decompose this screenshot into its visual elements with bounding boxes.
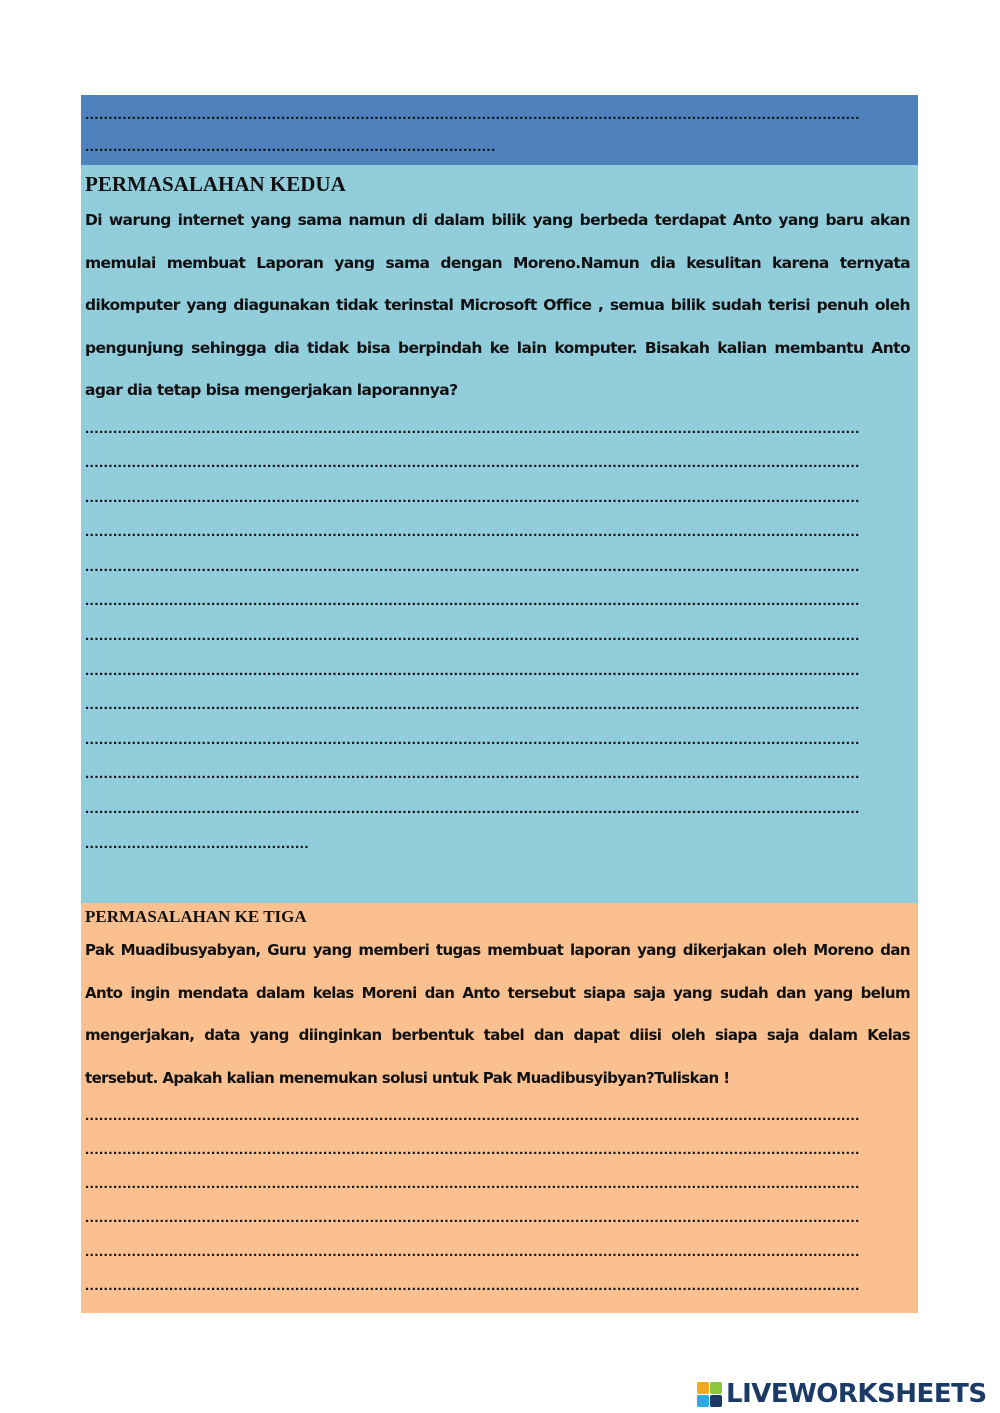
problem-two-answer-lines [85,412,910,862]
answer-line[interactable]: ...................................................................................................................................................................... [85,730,860,748]
problem-two-section [81,165,918,903]
answer-line[interactable]: ...................................................................................................................................................................... [85,696,860,714]
problem-three-text: Pak Muadibusyabyan, Guru yang memberi tugas membuat laporan yang dikerjakan oleh Moreno dan Anto ingin mendata dalam kelas Moreni dan Anto tersebut siapa saja yang sudah dan yang belum mengerjakan, data yang diinginkan berbentuk tabel dan dapat diisi oleh siapa saja dalam Kelas tersebut. Apakah kalian menemukan solusi untuk Pak Muadibusyibyan?Tuliskan ! [85,941,910,1087]
answer-line[interactable]: ...................................................................................................................................................................... [85,454,860,472]
problem-two-heading: PERMASALAHAN KEDUA [85,172,346,196]
answer-line[interactable]: ...................................................................................................................................................................... [85,1209,860,1226]
top-answer-block [81,95,918,165]
problem-three-answer-lines [85,1099,910,1303]
answer-line[interactable]: ...................................................................................................................................................................... [85,765,860,783]
problem-two-text: Di warung internet yang sama namun di dalam bilik yang berbeda terdapat Anto yang baru akan memulai membuat Laporan yang sama dengan Moreno.Namun dia kesulitan karena ternyata dikomputer yang diagunakan tidak terinstal Microsoft Office , semua bilik sudah terisi penuh oleh pengunjung sehingga dia tidak bisa berpindah ke lain komputer. Bisakah kalian membantu Anto agar dia tetap bisa mengerjakan laporannya? [85,211,910,399]
answer-line[interactable]: ...................................................................................................................................................................... [85,592,860,610]
problem-three-heading: PERMASALAHAN KE TIGA [85,907,307,926]
answer-line[interactable]: ...................................................................................................................................................................... [85,523,860,541]
answer-line[interactable]: ...................................................................................................................................................................... [85,419,860,437]
answer-line[interactable]: ........................................................................................ [85,138,496,155]
answer-line[interactable]: ...................................................................................................................................................................... [85,1141,860,1158]
liveworksheets-logo [697,1378,987,1410]
answer-line[interactable]: ...................................................................................................................................................................... [85,661,860,679]
logo-square-v [697,1395,709,1407]
answer-line[interactable]: ...................................................................................................................................................................... [85,1277,860,1294]
answer-line[interactable]: ...................................................................................................................................................................... [85,1175,860,1192]
answer-line[interactable]: ...................................................................................................................................................................... [85,106,860,123]
answer-line[interactable]: ...................................................................................................................................................................... [85,1243,860,1260]
liveworksheets-logo-icon [697,1382,722,1407]
logo-square-l [697,1382,709,1394]
answer-line[interactable]: ...................................................................................................................................................................... [85,800,860,818]
logo-text: LIVEWORKSHEETS [726,1379,987,1409]
answer-line[interactable]: ...................................................................................................................................................................... [85,488,860,506]
problem-three-section [81,903,918,1313]
answer-line[interactable]: ...................................................................................................................................................................... [85,1107,860,1124]
answer-line[interactable]: ...................................................................................................................................................................... [85,557,860,575]
answer-line[interactable]: ...................................................................................................................................................................... [85,627,860,645]
logo-square-i [710,1382,722,1394]
logo-square-e [710,1395,722,1407]
answer-line[interactable]: ................................................ [85,834,310,852]
